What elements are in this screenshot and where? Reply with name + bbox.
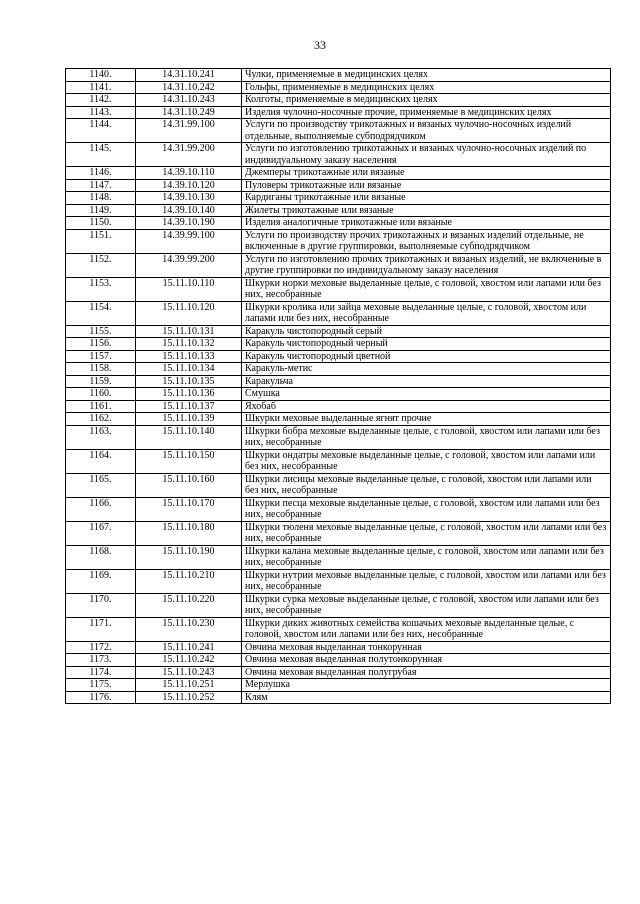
row-description: Услуги по производству трикотажных и вязаных чулочно-носочных изделий отдельные, выполняемые субподрядчиком [242, 119, 611, 143]
row-description: Услуги по изготовлению прочих трикотажных и вязаных изделий, не включенные в другие группировки по индивидуальному заказу населения [242, 253, 611, 277]
row-description: Мерлушка [242, 679, 611, 692]
table-row [66, 375, 611, 388]
row-number: 1142. [66, 94, 136, 107]
row-code: 15.11.10.230 [136, 617, 242, 641]
table-row [66, 473, 611, 497]
row-number: 1155. [66, 325, 136, 338]
row-description: Шкурки калана меховые выделанные целые, с головой, хвостом или лапами или без них, несобранные [242, 545, 611, 569]
table-row [66, 521, 611, 545]
row-description: Колготы, применяемые в медицинских целях [242, 94, 611, 107]
row-description: Каракуль чистопородный цветной [242, 350, 611, 363]
row-number: 1143. [66, 106, 136, 119]
table-row [66, 253, 611, 277]
row-description: Чулки, применяемые в медицинских целях [242, 69, 611, 82]
row-code: 15.11.10.136 [136, 388, 242, 401]
row-number: 1169. [66, 569, 136, 593]
row-description: Каракуль-метис [242, 363, 611, 376]
table-row [66, 192, 611, 205]
row-number: 1150. [66, 217, 136, 230]
row-number: 1158. [66, 363, 136, 376]
row-description: Шкурки сурка меховые выделанные целые, с головой, хвостом или лапами или без них, несобранные [242, 593, 611, 617]
row-description: Шкурки нутрии меховые выделанные целые, с головой, хвостом или лапами или без них, несобранные [242, 569, 611, 593]
table-row [66, 217, 611, 230]
row-description: Шкурки кролика или зайца меховые выделанные целые, с головой, хвостом или лапами или без них, несобранные [242, 301, 611, 325]
table-body [66, 69, 611, 704]
row-description: Каракульча [242, 375, 611, 388]
table-row [66, 617, 611, 641]
row-description: Кардиганы трикотажные или вязаные [242, 192, 611, 205]
row-code: 14.39.10.110 [136, 167, 242, 180]
table-row [66, 388, 611, 401]
table-row [66, 691, 611, 704]
row-number: 1161. [66, 400, 136, 413]
row-number: 1149. [66, 204, 136, 217]
row-code: 14.31.10.243 [136, 94, 242, 107]
row-code: 15.11.10.120 [136, 301, 242, 325]
row-code: 15.11.10.241 [136, 641, 242, 654]
table-row [66, 179, 611, 192]
row-code: 15.11.10.243 [136, 666, 242, 679]
row-code: 14.31.10.242 [136, 81, 242, 94]
row-number: 1146. [66, 167, 136, 180]
row-code: 15.11.10.242 [136, 654, 242, 667]
row-number: 1153. [66, 277, 136, 301]
row-number: 1160. [66, 388, 136, 401]
row-number: 1175. [66, 679, 136, 692]
row-description: Яхобаб [242, 400, 611, 413]
row-number: 1147. [66, 179, 136, 192]
page-number: 33 [314, 38, 326, 52]
row-number: 1157. [66, 350, 136, 363]
row-description: Шкурки лисицы меховые выделанные целые, с головой, хвостом или лапами или без них, несобранные [242, 473, 611, 497]
table-row [66, 497, 611, 521]
row-number: 1151. [66, 229, 136, 253]
row-code: 14.31.99.200 [136, 143, 242, 167]
row-number: 1165. [66, 473, 136, 497]
row-code: 15.11.10.150 [136, 449, 242, 473]
table-row [66, 338, 611, 351]
row-number: 1162. [66, 413, 136, 426]
row-number: 1168. [66, 545, 136, 569]
row-number: 1159. [66, 375, 136, 388]
row-description: Джемперы трикотажные или вязаные [242, 167, 611, 180]
row-code: 14.39.10.190 [136, 217, 242, 230]
row-description: Услуги по производству прочих трикотажных и вязаных изделий отдельные, не включенные в другие группировки, выполняемые субподрядчиком [242, 229, 611, 253]
row-description: Шкурки песца меховые выделанные целые, с головой, хвостом или лапами или без них, несобранные [242, 497, 611, 521]
row-description: Пуловеры трикотажные или вязаные [242, 179, 611, 192]
table-row [66, 301, 611, 325]
classifier-table [65, 68, 611, 704]
row-code: 15.11.10.190 [136, 545, 242, 569]
row-number: 1145. [66, 143, 136, 167]
row-number: 1152. [66, 253, 136, 277]
row-description: Овчина меховая выделанная полутонкорунная [242, 654, 611, 667]
row-code: 15.11.10.210 [136, 569, 242, 593]
row-code: 15.11.10.139 [136, 413, 242, 426]
row-number: 1166. [66, 497, 136, 521]
table-row [66, 569, 611, 593]
row-description: Изделия аналогичные трикотажные или вязаные [242, 217, 611, 230]
row-description: Услуги по изготовлению трикотажных и вязаных чулочно-носочных изделий по индивидуальному заказу населения [242, 143, 611, 167]
row-description: Овчина меховая выделанная полугрубая [242, 666, 611, 679]
row-code: 15.11.10.110 [136, 277, 242, 301]
table-row [66, 654, 611, 667]
row-code: 14.39.10.140 [136, 204, 242, 217]
table-row [66, 545, 611, 569]
row-description: Шкурки ондатры меховые выделанные целые, с головой, хвостом или лапами или без них, несобранные [242, 449, 611, 473]
row-code: 15.11.10.251 [136, 679, 242, 692]
table-row [66, 325, 611, 338]
table-row [66, 106, 611, 119]
row-number: 1156. [66, 338, 136, 351]
row-code: 15.11.10.140 [136, 425, 242, 449]
row-code: 14.31.10.241 [136, 69, 242, 82]
row-code: 15.11.10.252 [136, 691, 242, 704]
table-row [66, 167, 611, 180]
row-number: 1144. [66, 119, 136, 143]
table-row [66, 277, 611, 301]
row-description: Шкурки диких животных семейства кошачьих меховые выделанные целые, с головой, хвостом или лапами или без них, несобранные [242, 617, 611, 641]
table-row [66, 119, 611, 143]
row-description: Шкурки норки меховые выделанные целые, с головой, хвостом или лапами или без них, несобранные [242, 277, 611, 301]
table-row [66, 350, 611, 363]
row-description: Каракуль чистопородный серый [242, 325, 611, 338]
table-row [66, 593, 611, 617]
row-code: 14.39.99.100 [136, 229, 242, 253]
row-code: 14.39.10.130 [136, 192, 242, 205]
table-row [66, 69, 611, 82]
table-row [66, 229, 611, 253]
row-number: 1173. [66, 654, 136, 667]
row-number: 1174. [66, 666, 136, 679]
row-description: Шкурки меховые выделанные ягнят прочие [242, 413, 611, 426]
row-code: 15.11.10.134 [136, 363, 242, 376]
row-number: 1140. [66, 69, 136, 82]
row-code: 15.11.10.170 [136, 497, 242, 521]
row-number: 1167. [66, 521, 136, 545]
table-row [66, 204, 611, 217]
table-row [66, 81, 611, 94]
row-code: 15.11.10.160 [136, 473, 242, 497]
row-code: 14.39.10.120 [136, 179, 242, 192]
row-code: 15.11.10.132 [136, 338, 242, 351]
row-number: 1141. [66, 81, 136, 94]
table-row [66, 666, 611, 679]
row-code: 15.11.10.220 [136, 593, 242, 617]
row-code: 14.39.99.200 [136, 253, 242, 277]
row-number: 1171. [66, 617, 136, 641]
row-code: 15.11.10.131 [136, 325, 242, 338]
table-row [66, 679, 611, 692]
row-number: 1176. [66, 691, 136, 704]
row-description: Шкурки бобра меховые выделанные целые, с головой, хвостом или лапами или без них, несобранные [242, 425, 611, 449]
row-number: 1154. [66, 301, 136, 325]
row-description: Гольфы, применяемые в медицинских целях [242, 81, 611, 94]
table-row [66, 143, 611, 167]
table-row [66, 413, 611, 426]
table-row [66, 363, 611, 376]
row-number: 1163. [66, 425, 136, 449]
row-description: Жилеты трикотажные или вязаные [242, 204, 611, 217]
table-row [66, 449, 611, 473]
table-row [66, 94, 611, 107]
row-code: 15.11.10.133 [136, 350, 242, 363]
table-row [66, 425, 611, 449]
row-description: Овчина меховая выделанная тонкорунная [242, 641, 611, 654]
row-description: Клям [242, 691, 611, 704]
row-code: 15.11.10.137 [136, 400, 242, 413]
row-number: 1170. [66, 593, 136, 617]
row-description: Изделия чулочно-носочные прочие, применяемые в медицинских целях [242, 106, 611, 119]
row-description: Каракуль чистопородный черный [242, 338, 611, 351]
row-code: 15.11.10.135 [136, 375, 242, 388]
row-number: 1164. [66, 449, 136, 473]
row-description: Шкурки тюленя меховые выделанные целые, с головой, хвостом или лапами или без них, несобранные [242, 521, 611, 545]
table-row [66, 400, 611, 413]
row-number: 1148. [66, 192, 136, 205]
row-description: Смушка [242, 388, 611, 401]
row-code: 15.11.10.180 [136, 521, 242, 545]
row-code: 14.31.10.249 [136, 106, 242, 119]
row-number: 1172. [66, 641, 136, 654]
table-row [66, 641, 611, 654]
row-code: 14.31.99.100 [136, 119, 242, 143]
